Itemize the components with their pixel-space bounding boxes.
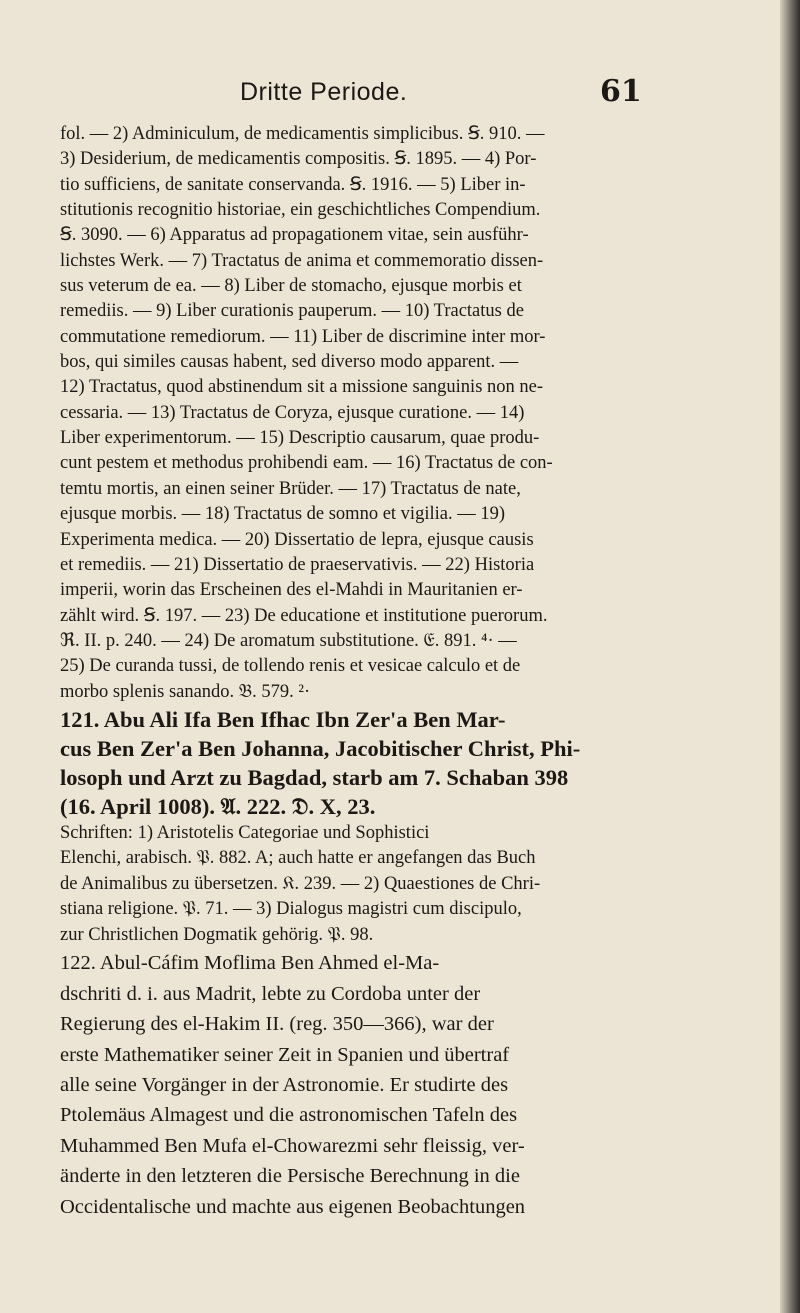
text-line: 25) De curanda tussi, de tollendo renis et vesicae calculo et de — [60, 656, 521, 677]
text-line: Ꞩ. 3090. — 6) Apparatus ad propagationem vitae, sein ausführ- — [60, 225, 529, 246]
text-line: stitutionis recognitio historiae, ein geschichtliches Compendium. — [60, 200, 541, 221]
entry-121-heading: (16. April 1008). 𝔄. 222. 𝔇. X, 23. — [60, 793, 376, 819]
entry-121-heading: cus Ben Zer'a Ben Johanna, Jacobitischer Christ, Phi- — [60, 735, 581, 761]
text-line: 3) Desiderium, de medicamentis compositis. Ꞩ. 1895. — 4) Por- — [60, 149, 537, 170]
text-line: fol. — 2) Adminiculum, de medicamentis simplicibus. Ꞩ. 910. — — [60, 124, 545, 144]
text-line: cunt pestem et methodus prohibendi eam. — 16) Tractatus de con- — [60, 453, 553, 474]
text-line: et remediis. — 21) Dissertatio de praeservativis. — 22) Historia — [60, 554, 535, 575]
entry-122-line: änderte in den letzteren die Persische Berechnung in die — [60, 1165, 520, 1188]
page-header — [0, 74, 780, 118]
text-line: ℜ. II. p. 240. — 24) De aromatum substitutione. 𝔈. 891. ⁴· — — [60, 630, 517, 651]
text-line: Liber experimentorum. — 15) Descriptio causarum, quae produ- — [60, 428, 540, 449]
text-line: morbo splenis sanando. 𝔅. 579. ²· — [60, 681, 311, 702]
page-number: 61 — [600, 74, 642, 109]
body-text — [60, 122, 760, 1222]
entry-122-line: Regierung des el-Hakim II. (reg. 350—366), war der — [60, 1013, 494, 1036]
entry-121-text: de Animalibus zu übersetzen. 𝔎. 239. — 2) Quaestiones de Chri- — [60, 873, 541, 894]
entry-122-line: alle seine Vorgänger in der Astronomie. Er studirte des — [60, 1073, 509, 1096]
text-line: remediis. — 9) Liber curationis pauperum. — 10) Tractatus de — [60, 301, 524, 322]
entry-121-text: zur Christlichen Dogmatik gehörig. 𝔓. 98. — [60, 924, 374, 945]
entry-121-heading: 121. Abu Ali Ifa Ben Ifhac Ibn Zer'a Ben Mar- — [60, 706, 506, 732]
text-line: Experimenta medica. — 20) Dissertatio de lepra, ejusque causis — [60, 529, 534, 550]
text-line: bos, qui similes causas habent, sed diverso modo apparent. — — [60, 352, 519, 373]
text-line: imperii, worin das Erscheinen des el-Mahdi in Mauritanien er- — [60, 580, 523, 601]
entry-122-line: dschriti d. i. aus Madrit, lebte zu Cordoba unter der — [60, 982, 481, 1005]
entry-122-line: Muhammed Ben Mufa el-Chowarezmi sehr fleissig, ver- — [60, 1134, 525, 1157]
text-line: cessaria. — 13) Tractatus de Coryza, ejusque curatione. — 14) — [60, 402, 525, 423]
entry-122-line: Ptolemäus Almagest und die astronomischen Tafeln des — [60, 1104, 518, 1127]
running-title: Dritte Periode. — [240, 78, 408, 106]
entry-122-line: erste Mathematiker seiner Zeit in Spanien und übertraf — [60, 1043, 510, 1066]
book-edge — [780, 0, 800, 1313]
entry-121-text: Schriften: 1) Aristotelis Categoriae und Sophistici — [60, 822, 430, 843]
entry-121-text: stiana religione. 𝔓. 71. — 3) Dialogus magistri cum discipulo, — [60, 899, 522, 920]
text-line: lichstes Werk. — 7) Tractatus de anima et commemoratio dissen- — [60, 250, 544, 271]
text-line: commutatione remediorum. — 11) Liber de discrimine inter mor- — [60, 326, 546, 347]
text-line: zählt wird. Ꞩ. 197. — 23) De educatione et institutione puerorum. — [60, 605, 548, 626]
text-line: sus veterum de ea. — 8) Liber de stomacho, ejusque morbis et — [60, 276, 522, 297]
entry-121-heading: losoph und Arzt zu Bagdad, starb am 7. Schaban 398 — [60, 764, 569, 790]
entry-121-text: Elenchi, arabisch. 𝔓. 882. A; auch hatte er angefangen das Buch — [60, 848, 536, 869]
text-line: tio sufficiens, de sanitate conservanda. Ꞩ. 1916. — 5) Liber in- — [60, 174, 526, 195]
text-line: temtu mortis, an einen seiner Brüder. — 17) Tractatus de nate, — [60, 478, 521, 499]
entry-122-line: 122. Abul-Cáfim Moflima Ben Ahmed el-Ma- — [60, 952, 440, 975]
text-line: 12) Tractatus, quod abstinendum sit a missione sanguinis non ne- — [60, 377, 544, 398]
entry-122-line: Occidentalische und machte aus eigenen Beobachtungen — [60, 1195, 526, 1218]
text-line: ejusque morbis. — 18) Tractatus de somno et vigilia. — 19) — [60, 504, 505, 525]
